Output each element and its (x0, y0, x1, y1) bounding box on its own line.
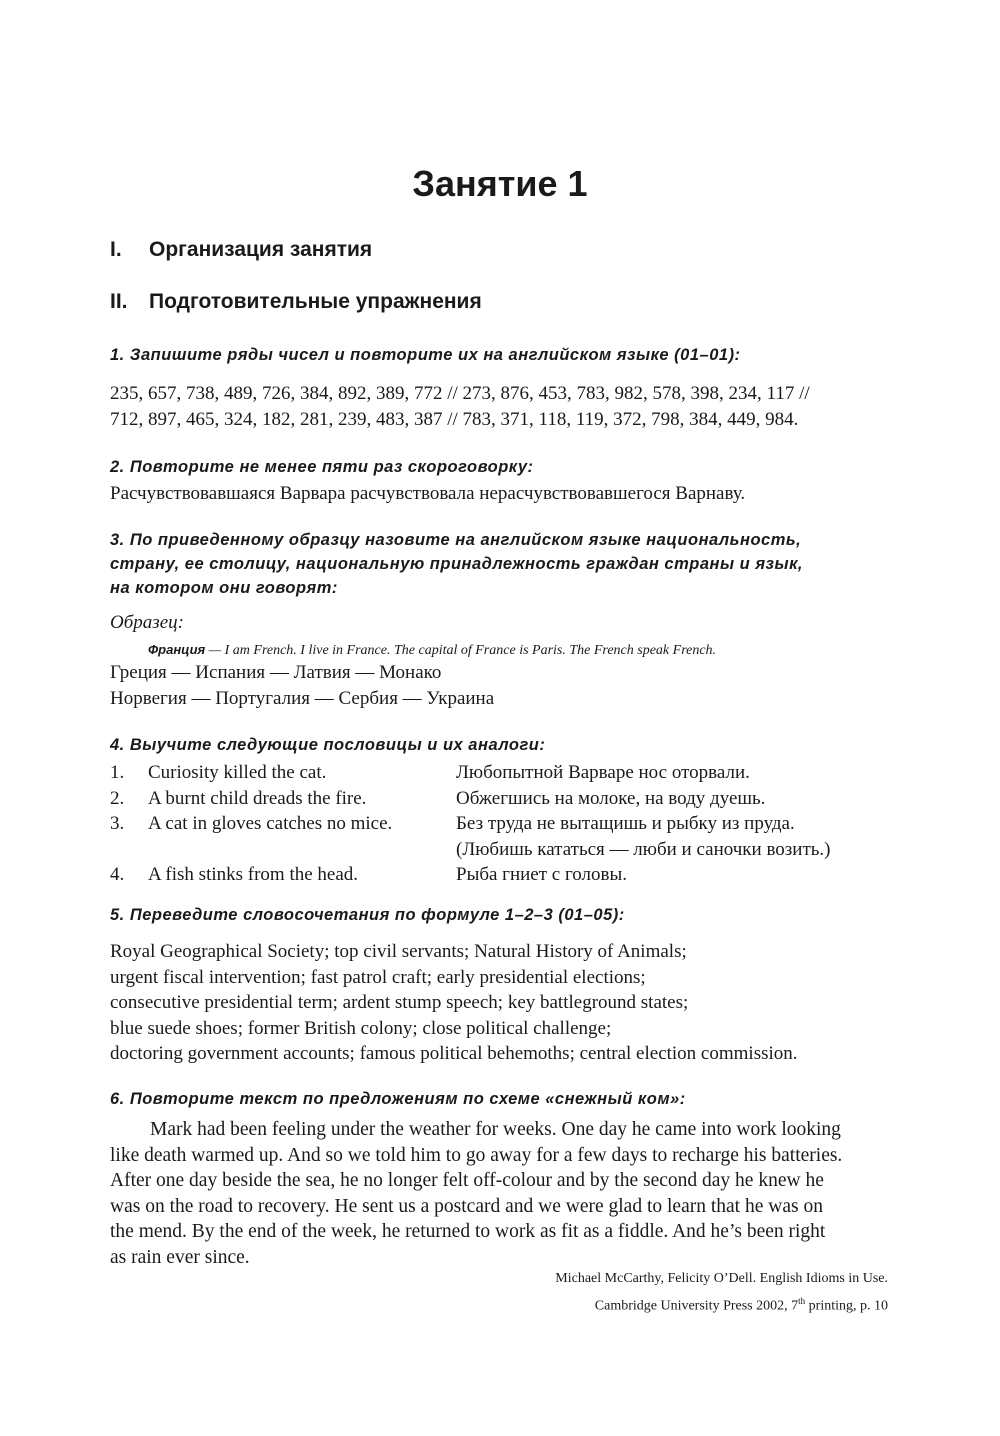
tongue-twister: Расчувствовавшаяся Варвара расчувствовала нерасчувствовавшегося Варнаву. (110, 483, 746, 504)
phrases-line: urgent fiscal intervention; fast patrol craft; early presidential elections; (110, 966, 646, 988)
proverb-row (110, 788, 890, 813)
phrases-line: doctoring government accounts; famous political behemoths; central election commission. (110, 1043, 798, 1064)
section-number: II. (110, 290, 128, 313)
number-line: 235, 657, 738, 489, 726, 384, 892, 389, 772 // 273, 876, 453, 783, 982, 578, 398, 234, 117 // (110, 383, 810, 404)
text-line: the mend. By the end of the week, he returned to work as fit as a fiddle. And he’s been right (110, 1221, 826, 1242)
exercise-1-numbers (110, 381, 810, 432)
credit-printing: printing, p. 10 (805, 1298, 888, 1314)
proverb-english: A burnt child dreads the fire. (148, 788, 367, 809)
phrases-line: blue suede shoes; former British colony; close political challenge; (110, 1017, 612, 1039)
exercise-1-heading: 1. Запишите ряды чисел и повторите их на английском языке (01–01): (110, 346, 741, 364)
proverb-row (110, 839, 890, 864)
proverb-english: A cat in gloves catches no mice. (148, 813, 393, 834)
credit-superscript: th (798, 1296, 806, 1306)
proverb-russian: Обжегшись на молоке, на воду дуешь. (456, 788, 766, 809)
section-title: Подготовительные упражнения (149, 290, 482, 313)
proverb-number: 3. (110, 813, 125, 834)
proverb-number: 2. (110, 788, 125, 809)
phrases-line: Royal Geographical Society; top civil servants; Natural History of Animals; (110, 941, 687, 962)
proverb-russian: (Любишь кататься — люби и саночки возить.) (456, 839, 831, 860)
proverb-english: Curiosity killed the cat. (148, 762, 327, 783)
text-line: like death warmed up. And so we told him to go away for a few days to recharge his batteries. (110, 1144, 843, 1166)
credit-line (555, 1290, 888, 1318)
section-title: Организация занятия (149, 238, 373, 261)
proverb-russian: Без труда не вытащишь и рыбку из пруда. (456, 813, 795, 834)
proverb-row (110, 762, 890, 787)
heading-line: на котором они говорят: (110, 579, 338, 597)
source-credit (555, 1268, 888, 1318)
phrases-list (110, 939, 798, 1067)
text-line: was on the road to recovery. He sent us a postcard and we were glad to learn that he was on (110, 1195, 823, 1217)
proverb-row (110, 813, 890, 838)
exercise-5-heading: 5. Переведите словосочетания по формуле 1–2–3 (01–05): (110, 906, 625, 924)
exercise-3-heading (110, 528, 803, 600)
proverb-number: 4. (110, 864, 125, 885)
section-2-heading (110, 290, 482, 314)
countries-list (110, 660, 494, 711)
snowball-text (110, 1117, 890, 1270)
heading-line: страну, ее столицу, национальную принадлежность граждан страны и язык, (110, 555, 804, 573)
exercise-6-heading: 6. Повторите текст по предложениям по схеме «снежный ком»: (110, 1090, 686, 1108)
text-line: Mark had been feeling under the weather for weeks. One day he came into work looking (150, 1119, 841, 1140)
credit-publisher: Cambridge University Press 2002, 7 (594, 1298, 799, 1314)
phrases-line: consecutive presidential term; ardent stump speech; key battleground states; (110, 992, 689, 1013)
text-line: as rain ever since. (110, 1246, 250, 1268)
proverb-number: 1. (110, 762, 125, 783)
countries-line: Норвегия — Португалия — Сербия — Украина (110, 687, 495, 709)
countries-line: Греция — Испания — Латвия — Монако (110, 662, 442, 683)
credit-line: Michael McCarthy, Felicity O’Dell. English Idioms in Use. (555, 1271, 888, 1286)
sample-country: Франция (148, 642, 206, 657)
proverb-row (110, 864, 890, 889)
section-number: I. (110, 238, 122, 261)
sample-text: — I am French. I live in France. The capital of France is Paris. The French speak French. (205, 643, 717, 658)
number-line: 712, 897, 465, 324, 182, 281, 239, 483, 387 // 783, 371, 118, 119, 372, 798, 384, 449, 984. (110, 408, 799, 430)
section-1-heading (110, 238, 372, 262)
exercise-4-heading: 4. Выучите следующие пословицы и их аналоги: (110, 736, 546, 754)
proverb-russian: Рыба гниет с головы. (456, 864, 628, 885)
proverb-russian: Любопытной Варваре нос оторвали. (456, 762, 750, 783)
exercise-2-heading: 2. Повторите не менее пяти раз скороговорку: (110, 458, 534, 476)
heading-line: 3. По приведенному образцу назовите на английском языке национальность, (110, 531, 802, 549)
sample-label: Образец: (110, 612, 184, 633)
proverb-english: A fish stinks from the head. (148, 864, 359, 885)
lesson-title: Занятие 1 (412, 163, 588, 204)
text-line: After one day beside the sea, he no longer felt off-colour and by the second day he knew he (110, 1170, 824, 1191)
